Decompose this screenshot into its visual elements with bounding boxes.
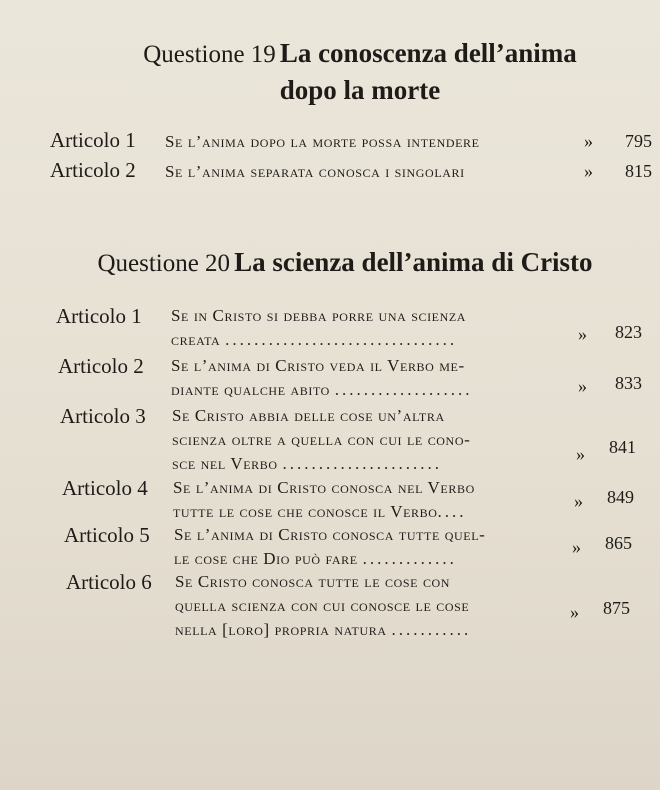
article-title: Se l’anima dopo la morte possa intendere (165, 132, 480, 151)
article-title: Se Cristo conosca tutte le cose con (175, 572, 451, 591)
page-number: 849 (607, 487, 634, 507)
page-marker: » (574, 491, 583, 511)
page-marker: » (572, 537, 581, 557)
leader-dots: .... (437, 502, 467, 521)
article-title: Se l’anima di Cristo conosca tutte quel- (174, 525, 486, 544)
leader-dots: ........... (391, 620, 472, 639)
article-label: Articolo 4 (62, 476, 148, 500)
page-number: 795 (625, 131, 652, 151)
page-marker: » (578, 376, 587, 396)
page-marker: » (584, 131, 593, 151)
article-title: Se l’anima di Cristo veda il Verbo me- (171, 356, 465, 375)
article-title: Se in Cristo si debba porre una scienza (171, 306, 467, 325)
article-label: Articolo 2 (50, 158, 136, 182)
leader-dots: ............. (362, 549, 457, 568)
question-19-heading (60, 38, 660, 110)
leader-dots: ...................... (282, 454, 442, 473)
article-title: Se l’anima separata conosca i singolari (165, 162, 465, 181)
article-title-continued: quella scienza con cui conosce le cose (175, 596, 470, 615)
article-title-continued: scienza oltre a quella con cui le cono- (172, 430, 471, 449)
page-marker: » (584, 161, 593, 181)
leader-dots: ................................ (225, 330, 458, 349)
article-title: Se Cristo abbia delle cose un’altra (172, 406, 445, 425)
page-number: 823 (615, 322, 642, 342)
article-title: Se l’anima di Cristo conosca nel Verbo (173, 478, 475, 497)
page-marker: » (570, 602, 579, 622)
article-label: Articolo 3 (60, 404, 146, 428)
article-title-continued: diante qualche abito (171, 380, 330, 399)
article-label: Articolo 6 (66, 570, 152, 594)
page-number: 865 (605, 533, 632, 553)
page-number: 875 (603, 598, 630, 618)
question-title: La scienza dell’anima di Cristo (234, 247, 593, 277)
article-title-continued: sce nel Verbo (172, 454, 278, 473)
question-title-continued: dopo la morte (279, 75, 441, 105)
leader-dots: ................... (334, 380, 473, 399)
question-title: La conoscenza dell’anima (279, 38, 577, 68)
question-20-heading (30, 247, 660, 282)
article-label: Articolo 2 (58, 354, 144, 378)
question-number: Questione 19 (143, 41, 276, 68)
article-label: Articolo 1 (50, 128, 136, 152)
page-marker: » (578, 324, 587, 344)
page-number: 833 (615, 373, 642, 393)
article-title-continued: nella [loro] propria natura (175, 620, 387, 639)
article-title-continued: tutte le cose che conosce il Verbo (173, 502, 438, 521)
article-label: Articolo 5 (64, 523, 150, 547)
page-number: 815 (625, 161, 652, 181)
article-title-continued: le cose che Dio può fare (174, 549, 358, 568)
article-title-continued: creata (171, 330, 221, 349)
page-number: 841 (609, 437, 636, 457)
question-number: Questione 20 (97, 250, 231, 277)
page-marker: » (576, 444, 585, 464)
article-label: Articolo 1 (56, 304, 142, 328)
